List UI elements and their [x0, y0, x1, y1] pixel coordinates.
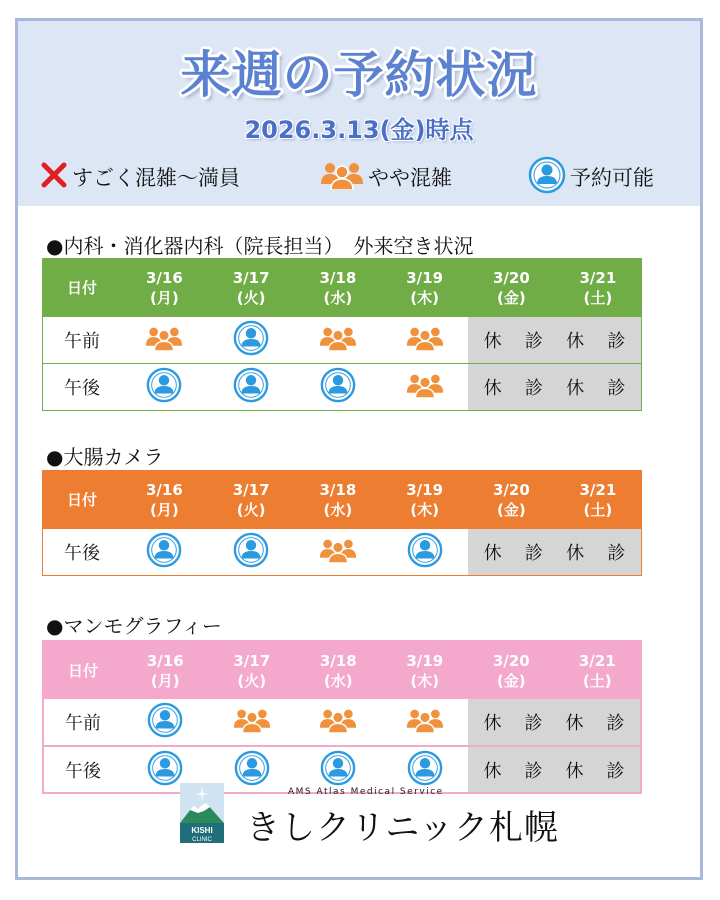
day-header: 3/20 (金)	[492, 480, 530, 519]
table-row	[43, 364, 642, 411]
section-title-internal: ●内科・消化器内科（院長担当） 外来空き状況	[46, 234, 474, 258]
people-group-icon	[406, 707, 444, 737]
as-of-date: 2026.3.13(金)時点	[244, 116, 474, 144]
day-header: 3/17 (火)	[233, 651, 271, 690]
date-header: 日付	[67, 661, 98, 680]
day-header: 3/17 (火)	[232, 268, 270, 307]
date-header: 日付	[66, 278, 97, 297]
available-status-cell	[121, 529, 208, 576]
clinic-name: きしクリニック札幌	[246, 808, 559, 848]
available-status-cell	[121, 364, 208, 411]
schedule-table-internal	[42, 258, 642, 411]
person-circle-icon	[233, 367, 269, 407]
table-header-row	[43, 259, 642, 317]
day-header: 3/21 (土)	[578, 651, 616, 690]
row-label: 午後	[64, 542, 100, 564]
people-group-icon	[406, 325, 444, 355]
table-row	[43, 317, 642, 364]
busy-status-cell	[295, 699, 382, 746]
person-circle-icon	[146, 367, 182, 407]
day-header: 3/21 (土)	[579, 480, 617, 519]
busy-status-cell	[381, 364, 468, 411]
busy-status-cell	[381, 317, 468, 364]
day-header: 3/19 (木)	[406, 651, 444, 690]
busy-status-cell	[121, 317, 208, 364]
row-label: 午後	[65, 760, 101, 782]
section-title-colonoscopy: ●大腸カメラ	[46, 445, 164, 469]
closed-cell: 休 診 休 診	[468, 364, 642, 411]
table-header-row	[43, 641, 641, 699]
header-banner	[18, 21, 700, 206]
legend-busy-label: やや混雑	[368, 166, 452, 190]
clinic-logo	[180, 783, 224, 843]
day-header: 3/20 (金)	[492, 268, 530, 307]
date-header: 日付	[66, 490, 97, 509]
person-circle-icon	[320, 367, 356, 407]
closed-cell: 休 診 休 診	[468, 699, 641, 746]
svg-text:KISHI: KISHI	[191, 826, 213, 835]
day-header: 3/16 (月)	[145, 480, 183, 519]
person-circle-icon	[233, 320, 269, 360]
busy-status-cell	[382, 699, 469, 746]
people-group-icon	[319, 707, 357, 737]
table-row	[43, 746, 641, 793]
day-header: 3/21 (土)	[579, 268, 617, 307]
legend-available	[528, 157, 654, 197]
busy-status-cell	[295, 529, 382, 576]
person-circle-icon	[147, 702, 183, 742]
person-circle-icon	[320, 750, 356, 790]
row-label: 午前	[65, 713, 101, 734]
person-circle-icon	[407, 532, 443, 572]
day-header: 3/17 (火)	[232, 480, 270, 519]
person-circle-icon	[234, 750, 270, 790]
available-status-cell	[208, 364, 295, 411]
people-group-icon	[319, 537, 357, 567]
people-group-icon	[320, 160, 364, 195]
people-group-icon	[233, 707, 271, 737]
available-status-cell	[122, 699, 209, 746]
table-row	[43, 529, 642, 576]
day-header: 3/20 (金)	[492, 651, 530, 690]
legend-busy	[320, 157, 452, 197]
closed-cell: 休 診 休 診	[468, 529, 642, 576]
available-status-cell	[295, 746, 382, 793]
table-header-row	[43, 471, 642, 529]
busy-status-cell	[209, 699, 296, 746]
section-title-mammography: ●マンモグラフィー	[46, 614, 222, 638]
person-circle-icon	[407, 750, 443, 790]
page-title: 来週の予約状況	[180, 46, 538, 104]
people-group-icon	[406, 372, 444, 402]
schedule-table-colonoscopy	[42, 470, 642, 576]
closed-cell: 休 診 休 診	[468, 746, 641, 793]
day-header: 3/19 (木)	[406, 268, 444, 307]
footer-subtitle: AMS Atlas Medical Service	[288, 787, 444, 797]
busy-status-cell	[295, 317, 382, 364]
row-label: 午後	[64, 378, 100, 399]
schedule-table-mammography	[42, 640, 642, 794]
legend-available-label: 予約可能	[570, 166, 654, 190]
day-header: 3/18 (水)	[319, 268, 357, 307]
person-circle-icon	[147, 750, 183, 790]
day-header: 3/18 (水)	[319, 480, 357, 519]
person-circle-icon	[528, 156, 566, 199]
closed-cell: 休 診 休 診	[468, 317, 642, 364]
people-group-icon	[319, 325, 357, 355]
day-header: 3/16 (月)	[146, 651, 184, 690]
person-circle-icon	[233, 532, 269, 572]
row-label: 午前	[64, 330, 100, 352]
person-circle-icon	[146, 532, 182, 572]
day-header: 3/16 (月)	[145, 268, 183, 307]
people-group-icon	[145, 325, 183, 355]
legend-full	[40, 157, 240, 197]
legend-full-label: すごく混雑〜満員	[72, 166, 240, 190]
day-header: 3/19 (木)	[406, 480, 444, 519]
svg-text:CLINIC: CLINIC	[192, 837, 212, 843]
table-row	[43, 699, 641, 746]
available-status-cell	[295, 364, 382, 411]
x-mark-icon	[40, 161, 68, 194]
available-status-cell	[382, 746, 469, 793]
day-header: 3/18 (水)	[319, 651, 357, 690]
available-status-cell	[208, 529, 295, 576]
available-status-cell	[208, 317, 295, 364]
available-status-cell	[381, 529, 468, 576]
